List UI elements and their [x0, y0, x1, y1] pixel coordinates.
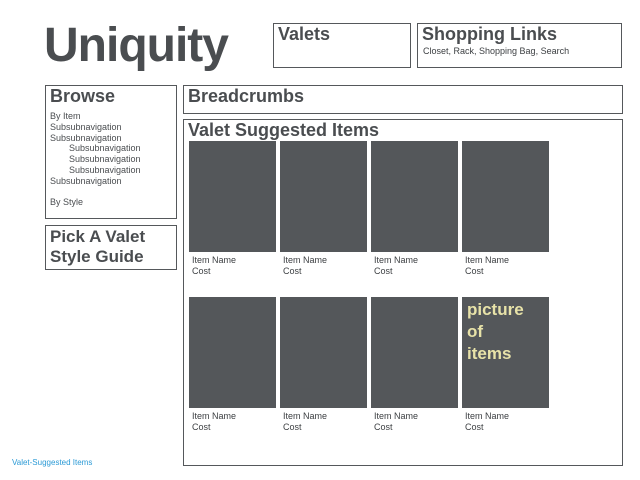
browse-item[interactable]: By Item	[50, 111, 81, 121]
item-caption	[283, 411, 327, 433]
item-caption	[374, 255, 418, 277]
item-name[interactable]: Item Name	[374, 255, 419, 265]
item-cost: Cost	[283, 266, 302, 276]
picture-label: picture of items	[467, 300, 524, 363]
item-image[interactable]	[189, 141, 276, 252]
browse-title: Browse	[50, 86, 116, 106]
browse-item[interactable]: Subsubnavigation	[69, 164, 141, 175]
browse-item[interactable]: Subsubnavigation	[50, 175, 122, 186]
item-image[interactable]	[280, 141, 367, 252]
item-image[interactable]	[371, 141, 458, 252]
item-cost: Cost	[374, 266, 393, 276]
browse-list	[50, 111, 141, 207]
item-caption	[465, 255, 509, 277]
suggested-items-panel	[183, 119, 623, 466]
item-image[interactable]	[371, 297, 458, 408]
shopping-links-title: Shopping Links	[422, 24, 557, 44]
shopping-links-panel	[417, 23, 622, 68]
browse-item[interactable]: Subsubnavigation	[69, 143, 141, 154]
breadcrumbs-title: Breadcrumbs	[188, 86, 305, 106]
item-cost: Cost	[192, 422, 211, 432]
breadcrumbs	[183, 85, 623, 114]
item-cost: Cost	[192, 266, 211, 276]
item-name[interactable]: Item Name	[192, 255, 237, 265]
item-image[interactable]	[280, 297, 367, 408]
suggested-items-title: Valet Suggested Items	[188, 120, 380, 140]
browse-item[interactable]: Subsubnavigation	[50, 121, 122, 132]
browse-item[interactable]: Subsubnavigation	[69, 154, 141, 165]
item-name[interactable]: Item Name	[374, 411, 419, 421]
style-guide-link[interactable]: Style Guide	[50, 247, 144, 266]
item-caption	[465, 411, 509, 433]
browse-item[interactable]: By Style	[50, 196, 84, 207]
item-name[interactable]: Item Name	[283, 411, 328, 421]
valets-title: Valets	[278, 24, 331, 44]
item-name[interactable]: Item Name	[465, 255, 510, 265]
logo[interactable]: Uniquity	[44, 19, 228, 72]
item-name[interactable]: Item Name	[283, 255, 328, 265]
item-image[interactable]	[462, 141, 549, 252]
shopping-links-list[interactable]: Closet, Rack, Shopping Bag, Search	[423, 46, 570, 56]
item-cost: Cost	[465, 266, 484, 276]
item-image[interactable]	[189, 297, 276, 408]
item-caption	[283, 255, 327, 277]
item-caption	[374, 411, 418, 433]
item-caption	[192, 411, 236, 433]
browse-panel	[45, 85, 177, 219]
item-caption	[192, 255, 236, 277]
pick-a-valet-panel[interactable]	[45, 225, 177, 270]
item-cost: Cost	[374, 422, 393, 432]
browse-item[interactable]: Subsubnavigation	[50, 132, 122, 143]
footer-link[interactable]: Valet-Suggested Items	[12, 458, 93, 467]
item-name[interactable]: Item Name	[465, 411, 510, 421]
item-name[interactable]: Item Name	[192, 411, 237, 421]
item-cost: Cost	[465, 422, 484, 432]
valets-panel[interactable]	[273, 23, 411, 68]
pick-a-valet-link[interactable]: Pick A Valet	[50, 227, 146, 246]
item-cost: Cost	[283, 422, 302, 432]
item-image[interactable]	[462, 297, 549, 408]
